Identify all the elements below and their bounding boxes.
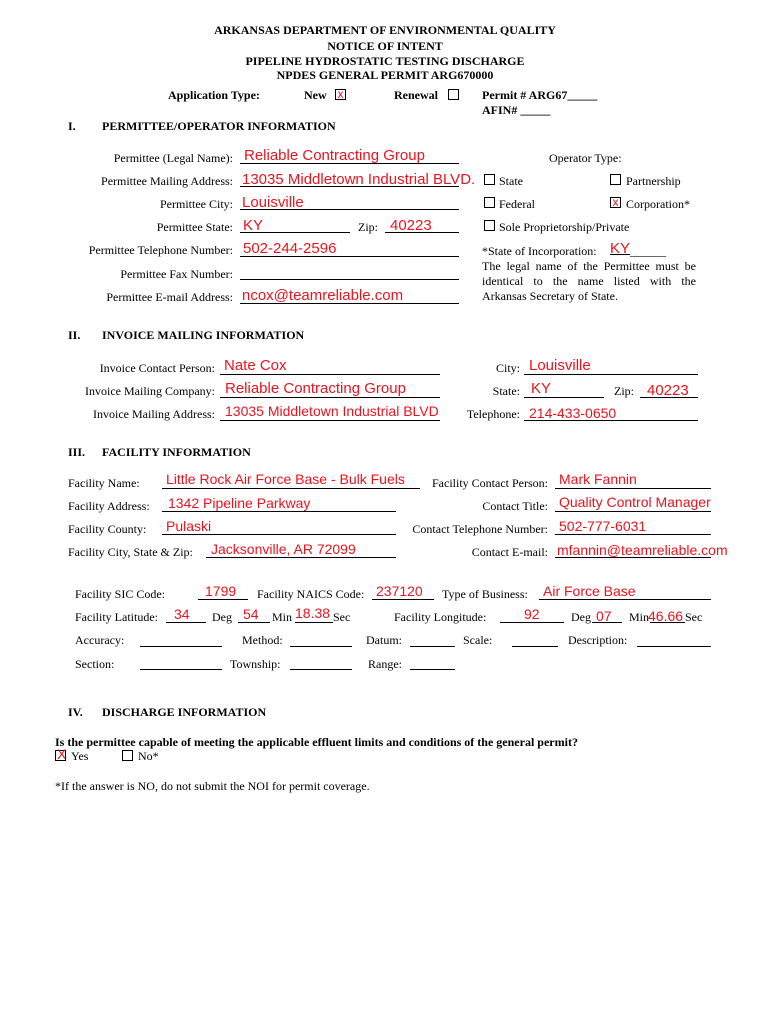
longitude-sec-label: Sec [685,610,703,624]
contact-phone-line [555,534,711,535]
longitude-deg-line [500,622,564,623]
invoice-city-line [524,374,698,375]
business-type-label: Type of Business: [442,587,528,601]
operator-partnership-checkbox[interactable] [610,174,621,185]
sic-code-line [198,599,248,600]
contact-title-label: Contact Title: [482,499,548,513]
invoice-phone-label: Telephone: [466,407,520,421]
header-permit: NPDES GENERAL PERMIT ARG670000 [276,68,494,82]
naics-code-line [372,599,434,600]
yes-label: Yes [71,749,89,763]
business-type-line [539,599,711,600]
facility-county-label: Facility County: [68,522,147,536]
accuracy-field[interactable] [140,646,222,647]
permit-number: Permit # ARG67_____ [482,88,598,102]
section-field[interactable] [140,669,222,670]
scale-label: Scale: [463,633,493,647]
facility-contact-field[interactable]: Mark Fannin [559,471,637,487]
description-field[interactable] [637,646,711,647]
latitude-sec-line [295,622,333,623]
scale-field[interactable] [512,646,558,647]
permittee-zip-field[interactable]: 40223 [390,217,432,234]
description-label: Description: [568,633,628,647]
facility-citystate-label: Facility City, State & Zip: [68,545,193,559]
range-label: Range: [368,657,402,671]
header-title: PIPELINE HYDROSTATIC TESTING DISCHARGE [245,54,525,68]
facility-name-line [162,488,420,489]
operator-corporation-checkbox[interactable]: x [610,197,621,208]
contact-title-field[interactable]: Quality Control Manager [559,494,711,510]
datum-label: Datum: [366,633,402,647]
invoice-zip-field[interactable]: 40223 [647,382,689,399]
latitude-min-line [238,622,270,623]
invoice-company-label: Invoice Mailing Company: [85,384,215,398]
afin-number: AFIN# _____ [482,103,551,117]
section-1-number: I. [68,119,76,133]
permittee-phone-label: Permittee Telephone Number: [88,243,233,257]
latitude-sec-field[interactable]: 18.38 [295,605,331,621]
operator-federal-label: Federal [499,197,535,211]
legal-name-note: The legal name of the Permittee must be identical to the name listed with the Arkansas Secretary of State. [482,259,696,303]
effluent-question: Is the permittee capable of meeting the applicable effluent limits and conditions of the general permit? [55,735,578,749]
township-label: Township: [230,657,281,671]
facility-citystate-line [206,557,396,558]
longitude-deg-field[interactable]: 92 [524,606,540,622]
invoice-state-field[interactable]: KY [531,380,552,397]
longitude-deg-label: Deg [571,610,591,624]
section-3-number: III. [68,445,86,459]
latitude-deg-label: Deg [212,610,232,624]
permittee-email-label: Permittee E-mail Address: [106,290,233,304]
invoice-phone-field[interactable]: 214-433-0650 [529,405,617,421]
no-label: No* [138,749,159,763]
longitude-min-label: Min [629,610,650,624]
section-label: Section: [75,657,115,671]
header-notice: NOTICE OF INTENT [327,39,443,53]
section-4-title: DISCHARGE INFORMATION [102,705,267,719]
operator-type-label: Operator Type: [549,151,622,165]
permittee-state-field[interactable]: KY [243,217,264,234]
longitude-sec-field[interactable]: 46.66 [648,608,684,624]
method-field[interactable] [290,646,352,647]
latitude-min-field[interactable]: 54 [243,606,259,622]
datum-field[interactable] [410,646,455,647]
operator-sole-label: Sole Proprietorship/Private [499,220,630,234]
facility-address-label: Facility Address: [68,499,150,513]
longitude-label: Facility Longitude: [394,610,487,624]
township-field[interactable] [290,669,352,670]
invoice-company-field[interactable]: Reliable Contracting Group [225,380,406,397]
state-of-incorporation-field[interactable]: KY [610,240,631,257]
operator-corporation-label: Corporation* [626,197,690,211]
operator-federal-checkbox[interactable] [484,197,495,208]
invoice-city-field[interactable]: Louisville [529,357,591,374]
permittee-city-label: Permittee City: [160,197,233,211]
permittee-legal-name-field[interactable]: Reliable Contracting Group [244,147,425,164]
facility-contact-line [555,488,711,489]
permittee-state-label: Permittee State: [156,220,233,234]
invoice-company-line [220,397,440,398]
latitude-label: Facility Latitude: [75,610,158,624]
facility-county-line [162,534,396,535]
operator-state-checkbox[interactable] [484,174,495,185]
facility-contact-label: Facility Contact Person: [432,476,548,490]
latitude-deg-line [166,622,206,623]
sic-code-field[interactable]: 1799 [205,583,237,599]
facility-citystate-field[interactable]: Jacksonville, AR 72099 [211,541,356,557]
section-2-title: INVOICE MAILING INFORMATION [102,328,305,342]
latitude-deg-field[interactable]: 34 [174,606,190,622]
permittee-email-field[interactable]: ncox@teamreliable.com [242,287,404,304]
invoice-address-field[interactable]: 13035 Middletown Industrial BLVD [225,403,439,419]
permittee-legal-name-label: Permittee (Legal Name): [113,151,233,165]
latitude-sec-label: Sec [333,610,351,624]
invoice-contact-field[interactable]: Nate Cox [224,357,287,374]
contact-phone-label: Contact Telephone Number: [412,522,548,536]
operator-sole-checkbox[interactable] [484,220,495,231]
permittee-mailing-field[interactable]: 13035 Middletown Industrial BLVD. [242,171,476,188]
section-1-title: PERMITTEE/OPERATOR INFORMATION [102,119,336,133]
sic-code-label: Facility SIC Code: [75,587,165,601]
facility-name-label: Facility Name: [68,476,140,490]
section-2-number: II. [68,328,81,342]
facility-name-field[interactable]: Little Rock Air Force Base - Bulk Fuels [166,471,405,487]
facility-address-line [162,511,396,512]
header-agency: ARKANSAS DEPARTMENT OF ENVIRONMENTAL QUALITY [214,23,556,37]
invoice-contact-label: Invoice Contact Person: [99,361,215,375]
permittee-zip-label: Zip: [358,220,378,234]
accuracy-label: Accuracy: [75,633,125,647]
facility-county-field[interactable]: Pulaski [166,518,212,534]
permittee-fax-field[interactable] [240,279,459,280]
longitude-min-field[interactable]: 07 [596,608,612,624]
permittee-mailing-label: Permittee Mailing Address: [101,174,233,188]
permittee-phone-field[interactable]: 502-244-2596 [243,240,337,257]
section-3-title: FACILITY INFORMATION [102,445,251,459]
permittee-fax-label: Permittee Fax Number: [120,267,233,281]
section-4-number: IV. [68,705,83,719]
noi-footnote: *If the answer is NO, do not submit the NOI for permit coverage. [55,779,370,793]
invoice-contact-line [220,374,440,375]
invoice-address-line [220,420,440,421]
operator-state-label: State [499,174,523,188]
contact-email-field[interactable]: mfannin@teamreliable.com [557,542,728,558]
application-type-label: Application Type: [168,88,260,102]
naics-code-label: Facility NAICS Code: [257,587,365,601]
operator-partnership-label: Partnership [626,174,681,188]
no-checkbox[interactable] [122,750,133,761]
contact-phone-field[interactable]: 502-777-6031 [559,518,647,534]
invoice-zip-label: Zip: [614,384,634,398]
invoice-state-line [524,397,604,398]
method-label: Method: [242,633,283,647]
yes-checkbox-mark: X [57,746,67,762]
invoice-address-label: Invoice Mailing Address: [93,407,215,421]
permittee-city-field[interactable]: Louisville [242,194,304,211]
latitude-min-label: Min [272,610,293,624]
range-field[interactable] [410,669,455,670]
invoice-city-label: City: [495,361,520,375]
state-of-incorporation-tail: ______ [630,244,666,258]
contact-title-line [555,511,711,512]
state-of-incorporation-label: *State of Incorporation: [482,244,597,258]
facility-address-field[interactable]: 1342 Pipeline Parkway [168,495,311,511]
business-type-field[interactable]: Air Force Base [543,583,636,599]
renewal-checkbox[interactable] [448,89,459,100]
new-label: New [304,88,327,102]
new-checkbox[interactable]: x [335,89,346,100]
invoice-state-label: State: [492,384,520,398]
naics-code-field[interactable]: 237120 [376,583,423,599]
contact-email-label: Contact E-mail: [471,545,548,559]
renewal-label: Renewal [394,88,438,102]
